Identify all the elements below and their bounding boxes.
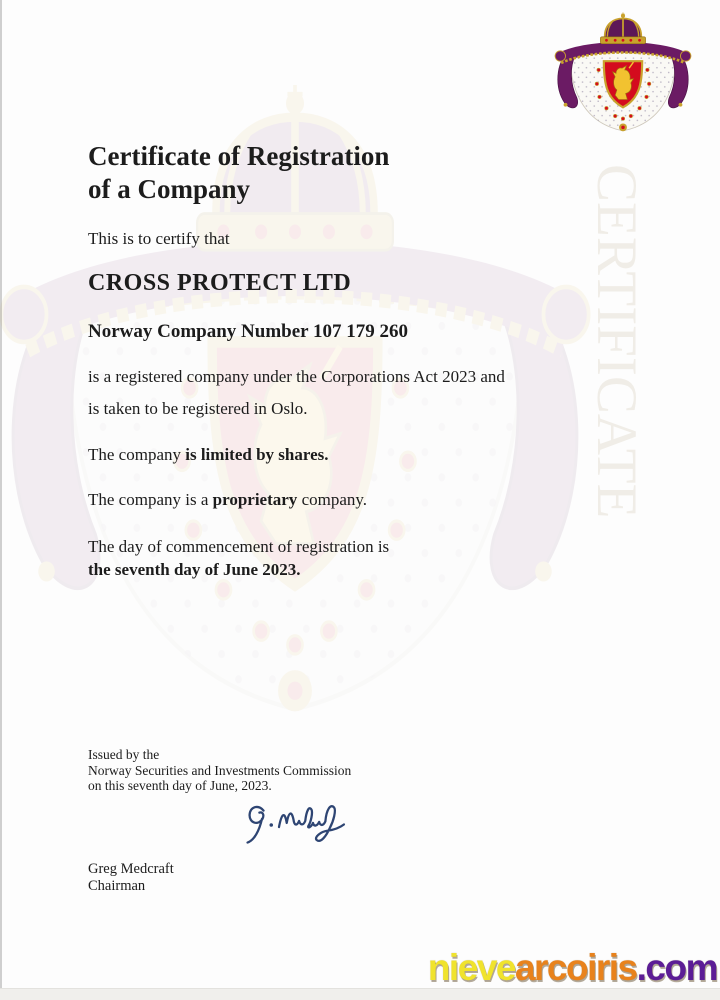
- proprietary-line: [88, 490, 367, 510]
- issued-line3: on this seventh day of June, 2023.: [88, 778, 272, 793]
- norwegian-coat-of-arms-icon: [549, 12, 697, 140]
- signatory-name: Greg Medcraft: [88, 861, 174, 877]
- site-logo[interactable]: [428, 949, 717, 986]
- certificate-title: [88, 140, 389, 206]
- company-name: CROSS PROTECT LTD: [88, 270, 352, 296]
- certificate-vertical-watermark: CERTIFICATE: [585, 164, 648, 519]
- intro-line: This is to certify that: [88, 229, 230, 248]
- proprietary-bold: proprietary: [212, 490, 298, 509]
- limited-bold: is limited by shares.: [185, 445, 329, 464]
- bottom-strip: [0, 988, 720, 1000]
- commencement-line2: the seventh day of June 2023.: [88, 560, 301, 579]
- issued-line2: Norway Securities and Investments Commission: [88, 762, 352, 778]
- limited-by-shares-line: [88, 445, 329, 465]
- company-number-line: Norway Company Number 107 179 260: [88, 321, 409, 342]
- signatory-title: Chairman: [88, 877, 146, 894]
- title-line1: Certificate of Registration: [88, 141, 390, 171]
- issued-by-block: [88, 747, 351, 794]
- proprietary-prefix: The company is a: [88, 490, 213, 509]
- chairman-signature: [246, 798, 380, 852]
- limited-prefix: The company: [88, 445, 186, 464]
- registration-line2: is taken to be registered in Oslo.: [88, 399, 308, 418]
- registration-line1: is a registered company under the Corporations Act 2023 and: [88, 367, 505, 386]
- title-line2: of a Company: [88, 174, 251, 204]
- commencement-line1: The day of commencement of registration is: [88, 537, 390, 556]
- proprietary-suffix: company.: [297, 490, 368, 509]
- site-logo-part1: nieve: [427, 947, 515, 988]
- site-logo-part3: .com: [636, 947, 717, 988]
- commencement-paragraph: [88, 535, 389, 581]
- site-logo-part2: arcoiris: [514, 947, 637, 988]
- issued-line1: Issued by the: [88, 747, 160, 762]
- signatory-block: [88, 861, 174, 894]
- page-left-border: [0, 0, 2, 1000]
